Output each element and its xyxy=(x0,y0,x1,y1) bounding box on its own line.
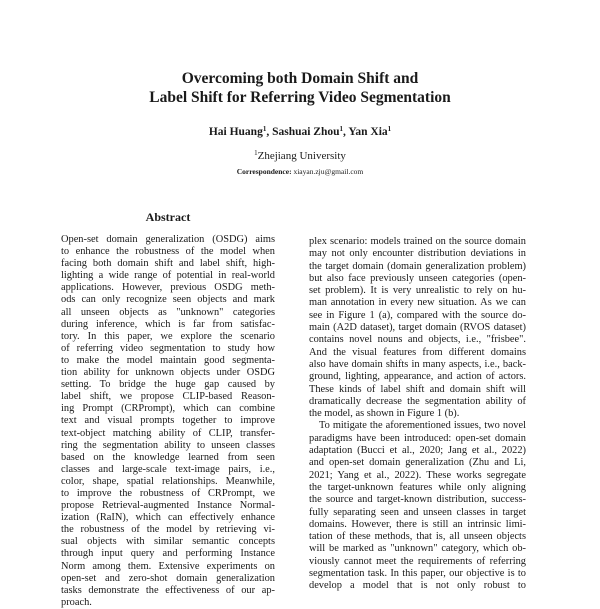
text-line: based on the knowledge learned from seen xyxy=(61,451,275,463)
text-line: fully separating seen and unseen classes in target xyxy=(309,506,526,518)
text-line: facing both domain shift and label shift, high- xyxy=(61,258,275,270)
text-line: lighting a wide range of potential in real-world xyxy=(61,270,275,282)
text-line: to improve the robustness of CRPrompt, we xyxy=(61,487,275,499)
text-line: 2021; Yang et al., 2022). These works segregate xyxy=(309,469,526,481)
text-line: the robustness of the model by retrieving vi- xyxy=(61,524,275,536)
text-line: main (A2D dataset), target domain (RVOS dataset) xyxy=(309,322,526,334)
text-line: ods can only recognize seen objects and mark xyxy=(61,294,275,306)
text-line: These kinds of label shift and domain shift will xyxy=(309,383,526,395)
title-line: Overcoming both Domain Shift and xyxy=(181,70,419,87)
text-line: And the visual features from different domains xyxy=(309,346,526,358)
text-line: dramatically decrease the segmentation ability of xyxy=(309,395,526,407)
text-line: text-object matching ability of CLIP, transfer- xyxy=(61,427,275,439)
text-line: color, shape, spatial relationships. Meanwhile, xyxy=(61,475,275,487)
text-line: sual objects with similar semantic concepts xyxy=(61,536,275,548)
text-line: man annotation in every new situation. As we can xyxy=(309,297,526,309)
text-line: will be marked as "unknown" category, which ob- xyxy=(309,543,526,555)
correspondence-label: Correspondence: xyxy=(236,167,292,176)
text-line: tation of these methods, that is, all unseen objects xyxy=(309,531,526,543)
text-line: the target-unknown features while only aligning xyxy=(309,481,526,493)
text-line: label shift, we propose CLIP-based Reason- xyxy=(61,391,275,403)
text-line: set problem). It is very unrealistic to rely on hu- xyxy=(309,285,526,297)
text-line: see in Figure 1 (a), compared with the source do- xyxy=(309,309,526,321)
affiliation-name: Zhejiang University xyxy=(257,150,346,162)
text-line: propose Retrieval-augmented Instance Normal- xyxy=(61,500,275,512)
author-name: Hai Huang xyxy=(208,126,263,138)
author-affiliation-mark: 1 xyxy=(387,125,392,133)
text-line: ing Prompt (CRPrompt), which can combine xyxy=(61,403,275,415)
text-line: Norm among them. Extensive experiments on xyxy=(61,560,275,572)
abstract-heading: Abstract xyxy=(145,210,191,224)
affiliation-mark: 1 xyxy=(254,149,258,157)
text-line: the source and target-known distribution, success- xyxy=(309,494,526,506)
affiliation xyxy=(0,150,600,162)
text-line: to enhance the robustness of the model when xyxy=(61,246,275,258)
text-line: but also face previously unseen categories (open- xyxy=(309,272,526,284)
author-name: Sashuai Zhou xyxy=(272,126,340,138)
text-line: through input query and performing Instance xyxy=(61,548,275,560)
text-line: paradigms have been introduced: open-set domain xyxy=(309,432,526,444)
text-line: tory. In this paper, we explore the scenario xyxy=(61,330,275,342)
author-name: Yan Xia xyxy=(348,126,388,138)
text-line: open-set and zero-shot domain generalization xyxy=(61,572,275,584)
author-affiliation-mark: 1 xyxy=(262,125,267,133)
text-line: proach. xyxy=(61,596,92,608)
text-line: applications. However, previous OSDG meth- xyxy=(61,282,275,294)
text-line: tion ability for unknown objects under OSDG xyxy=(61,367,275,379)
text-line: viously cannot meet the requirements of referring xyxy=(309,555,526,567)
text-line: of referring video segmentation to study how xyxy=(61,342,275,354)
text-line: plex scenario: models trained on the source domain xyxy=(309,236,526,247)
text-line: domains. However, there is still an intrinsic limi- xyxy=(309,518,526,530)
text-line: Open-set domain generalization (OSDG) aims xyxy=(61,234,275,245)
text-line: to make the model maintain good segmenta- xyxy=(61,354,275,366)
text-line: ization (RaIN), which can effectively enhance xyxy=(61,512,275,524)
introduction-column xyxy=(309,236,526,593)
text-line: all unseen objects as "unknown" categories xyxy=(61,306,275,318)
text-line: segmentation task. In this paper, our objective is to xyxy=(309,568,526,580)
text-line: setting. To bridge the huge gap caused by xyxy=(61,379,275,391)
author-affiliation-mark: 1 xyxy=(339,125,344,133)
text-line: the target domain (domain generalization problem) xyxy=(309,260,526,272)
text-line: To mitigate the aforementioned issues, two novel xyxy=(319,420,526,432)
author-list: Hai Huang$^1$, Sashuai Zhou$^1$, Yan Xia$^1$ xyxy=(208,125,392,138)
text-line: also have domain shifts in many aspects, i.e., back- xyxy=(309,358,526,370)
text-line: may not only encounter distribution deviations in xyxy=(309,248,526,260)
correspondence xyxy=(0,167,600,176)
text-line: and open-set domain generalization (Zhu and Li, xyxy=(309,457,526,469)
correspondence-email: xiayan.zju@gmail.com xyxy=(293,167,364,176)
text-line: contains novel nouns and objects, i.e., "frisbee". xyxy=(309,334,526,346)
text-line: the model, as shown in Figure 1 (b). xyxy=(309,408,460,420)
text-line: ground, lighting, appearance, and action of actors. xyxy=(309,371,526,383)
text-line: tasks demonstrate the effectiveness of our ap- xyxy=(61,584,275,596)
text-line: develop a model that is not only robust to xyxy=(309,580,526,592)
paper-title xyxy=(0,69,600,107)
abstract-body xyxy=(61,234,275,609)
text-line: classes and large-scale text-image pairs, i.e., xyxy=(61,463,275,475)
text-line: during inference, which is far from satisfac- xyxy=(61,318,275,330)
title-line: Label Shift for Referring Video Segmentation xyxy=(149,89,451,106)
text-line: ring the segmentation ability to unseen classes xyxy=(61,439,275,451)
text-line: text and visual prompts together to improve xyxy=(61,415,275,427)
text-line: adaptation (Bucci et al., 2020; Jang et al., 2022) xyxy=(309,445,526,457)
